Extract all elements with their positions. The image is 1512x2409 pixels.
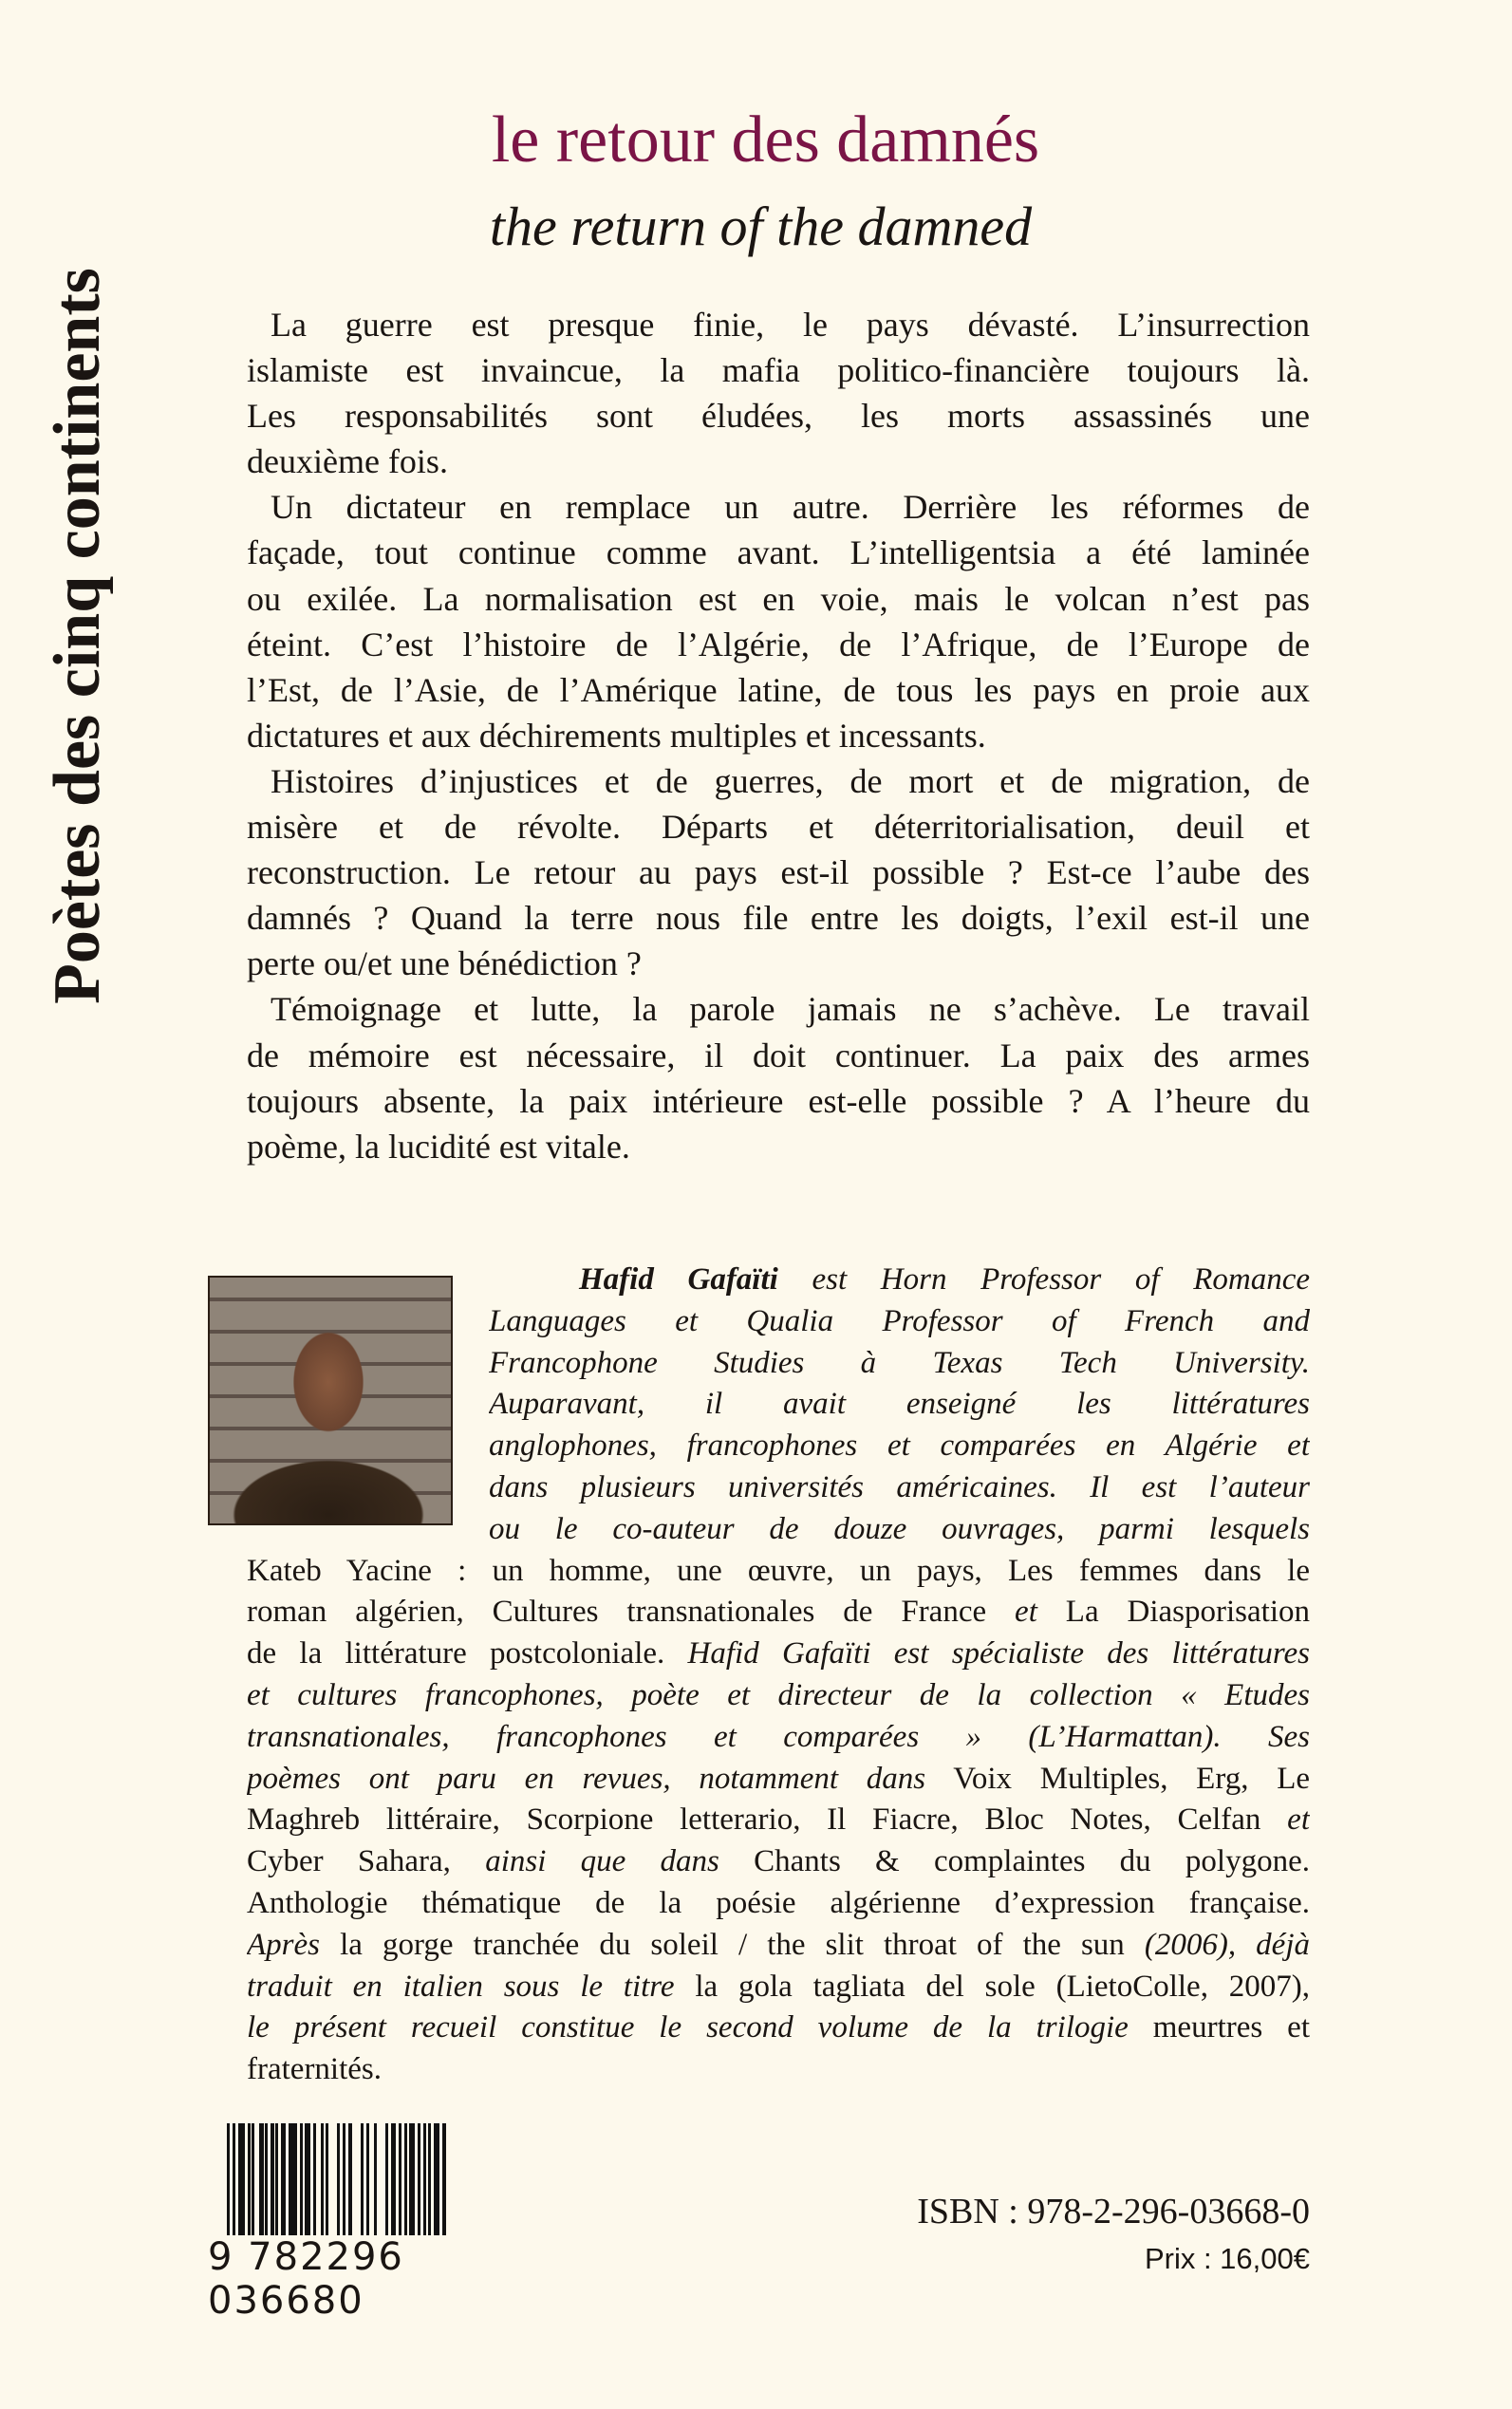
blurb-line: deuxième fois. <box>247 442 448 481</box>
barcode-bar <box>442 2123 445 2242</box>
bio-line <box>247 1551 1310 1593</box>
blurb-line: de mémoire est nécessaire, il doit continuer. La paix des armes <box>247 1036 1310 1074</box>
bio-segment: et cultures francophones, poète et directeur de la collection « Etudes <box>247 1677 1310 1712</box>
bio-segment: la gorge tranchée du soleil / the slit throat of the sun <box>320 1927 1145 1962</box>
barcode-bar <box>289 2123 297 2242</box>
isbn: ISBN : 978-2-296-03668-0 <box>917 2192 1310 2232</box>
barcode <box>208 2123 517 2323</box>
bio-segment: traduit en italien sous le titre <box>247 1969 675 2004</box>
bio-segment: Anthologie thématique de la poésie algérienne d’expression française. <box>247 1885 1310 1920</box>
book-title-text: le retour des damnés <box>491 103 1040 177</box>
author-bio <box>247 1260 1310 2091</box>
blurb-line: reconstruction. Le retour au pays est-il possible ? Est-ce l’aube des <box>247 853 1310 892</box>
bio-segment: ou le co-auteur de douze ouvrages, parmi lesquels <box>489 1511 1310 1546</box>
blurb-line: La guerre est presque finie, le pays dévasté. L’insurrection <box>271 306 1310 344</box>
bio-segment: Hafid Gafaïti <box>579 1262 778 1297</box>
blurb-line: Histoires d’injustices et de guerres, de mort et de migration, de <box>271 761 1310 800</box>
blurb-line: Témoignage et lutte, la parole jamais ne s’achève. Le travail <box>271 990 1310 1029</box>
bio-segment: Maghreb littéraire, Scorpione letterario, Il Fiacre, Bloc Notes, Celfan <box>247 1802 1288 1838</box>
blurb-text <box>247 302 1310 1169</box>
barcode-digits: 9 782296 036680 <box>208 2235 517 2323</box>
bio-line <box>489 1301 1310 1343</box>
bio-segment: roman algérien, Cultures transnationales de France <box>247 1595 1016 1630</box>
bio-line <box>489 1467 1310 1509</box>
bio-segment: Après <box>247 1927 320 1962</box>
bio-line <box>247 1675 1310 1717</box>
blurb-line: misère et de révolte. Départs et déterritorialisation, deuil et <box>247 808 1310 847</box>
bio-line <box>489 1343 1310 1385</box>
bio-segment: Chants & complaintes du polygone. <box>719 1844 1310 1879</box>
bio-segment: Kateb Yacine : un homme, une œuvre, un pays, Les femmes dans le <box>247 1553 1310 1588</box>
barcode-bar <box>352 2123 361 2242</box>
bio-segment: est Horn Professor of Romance <box>777 1262 1310 1297</box>
barcode-bar <box>377 2123 385 2242</box>
bio-line <box>247 1800 1310 1841</box>
price: Prix : 16,00€ <box>1144 2242 1310 2275</box>
bio-line <box>247 1841 1310 1883</box>
bio-segment: dans plusieurs universités américaines. Il est l’auteur <box>489 1469 1310 1504</box>
bio-line <box>247 1592 1310 1634</box>
blurb-line: toujours absente, la paix intérieure est-elle possible ? A l’heure du <box>247 1081 1310 1120</box>
bio-line <box>489 1509 1310 1551</box>
bio-segment: et <box>1287 1802 1310 1838</box>
bio-segment: fraternités. <box>247 2052 383 2087</box>
book-title <box>0 103 1512 178</box>
bio-line <box>247 1759 1310 1801</box>
barcode-bars <box>227 2123 446 2242</box>
bio-segment: Hafid Gafaïti est spécialiste des littératures <box>687 1636 1310 1671</box>
bio-line <box>247 2008 1310 2049</box>
blurb-line: poème, la lucidité est vitale. <box>247 1127 630 1166</box>
blurb-line: dictatures et aux déchirements multiples et incessants. <box>247 716 986 755</box>
bio-line <box>489 1384 1310 1426</box>
blurb-line: damnés ? Quand la terre nous file entre les doigts, l’exil est-il une <box>247 899 1310 938</box>
blurb-line: ou exilée. La normalisation est en voie, mais le volcan n’est pas <box>247 579 1310 618</box>
bio-segment: La Diasporisation <box>1036 1595 1310 1630</box>
blurb-line: islamiste est invaincue, la mafia politico-financière toujours là. <box>247 351 1310 390</box>
bio-segment: Languages et Qualia Professor of French and <box>489 1303 1310 1338</box>
bio-line <box>247 2049 1310 2091</box>
bio-segment: la gola tagliata del sole (LietoColle, 2007), <box>674 1969 1310 2004</box>
bio-line <box>247 1967 1310 2008</box>
blurb-line: l’Est, de l’Asie, de l’Amérique latine, de tous les pays en proie aux <box>247 670 1310 709</box>
blurb-line: Un dictateur en remplace un autre. Derrière les réformes de <box>271 488 1310 527</box>
bio-segment: et <box>1015 1595 1037 1630</box>
bio-segment: Auparavant, il avait enseigné les littératures <box>489 1387 1310 1422</box>
blurb-line: éteint. C’est l’histoire de l’Algérie, de l’Afrique, de l’Europe de <box>247 625 1310 663</box>
bio-segment: le présent recueil constitue le second volume de la trilogie <box>247 2010 1129 2045</box>
blurb-line: Les responsabilités sont éludées, les morts assassinés une <box>247 397 1310 436</box>
bio-segment: (2006), déjà <box>1144 1927 1310 1962</box>
bio-segment: poèmes ont paru en revues, notamment dans <box>247 1761 926 1796</box>
bio-segment: Francophone Studies à Texas Tech University. <box>489 1345 1310 1380</box>
barcode-bar <box>328 2123 337 2242</box>
bio-line <box>247 1717 1310 1759</box>
bio-line <box>489 1426 1310 1467</box>
bio-line <box>247 1883 1310 1925</box>
blurb-line: façade, tout continue comme avant. L’intelligentsia a été laminée <box>247 533 1310 572</box>
bio-segment: transnationales, francophones et comparées » (L’Harmattan). Ses <box>247 1719 1310 1754</box>
bio-line <box>247 1925 1310 1967</box>
blurb-line: perte ou/et une bénédiction ? <box>247 944 642 983</box>
book-subtitle-text: the return of the damned <box>489 196 1033 257</box>
bio-segment: de la littérature postcoloniale. <box>247 1636 688 1671</box>
bio-segment: anglophones, francophones et comparées en Algérie et <box>489 1429 1310 1464</box>
bio-line <box>489 1260 1310 1301</box>
bio-line <box>247 1634 1310 1675</box>
bio-segment: meurtres et <box>1128 2010 1310 2045</box>
bio-segment: ainsi que dans <box>485 1844 719 1879</box>
bio-segment: Cyber Sahara, <box>247 1844 486 1879</box>
series-title-spine: Poètes des cinq continents <box>41 268 114 1004</box>
book-subtitle <box>0 195 1512 258</box>
bio-segment: Voix Multiples, Erg, Le <box>925 1761 1310 1796</box>
